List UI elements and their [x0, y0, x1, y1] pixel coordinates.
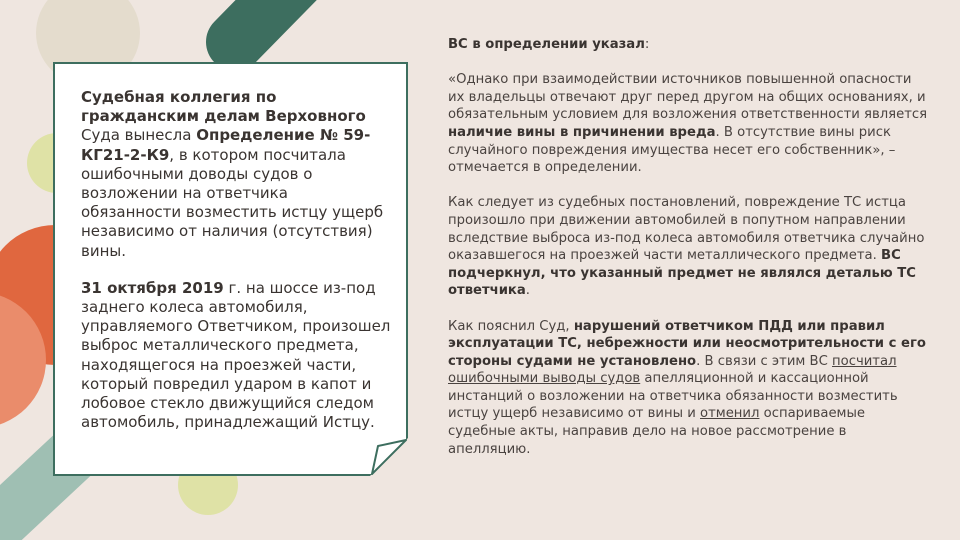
text-span: .	[525, 283, 530, 299]
circumstances-paragraph	[448, 194, 928, 300]
underlined-span: отменил	[700, 406, 760, 422]
quote-card	[53, 62, 408, 476]
bold-span: ВС подчеркнул, что указанный предмет не являлся деталью ТС ответчика	[448, 248, 916, 299]
card-text	[81, 88, 391, 450]
page-curl-icon	[370, 438, 408, 476]
collegium-text: Судебная коллегия по гражданским делам Верховного	[81, 88, 366, 126]
text-span: . В отсутствие вины риск случайного повреждения имущества несет его собственник», – отмечается в определении.	[448, 124, 896, 176]
text-span: Как следует из судебных постановлений, повреждение ТС истца произошло при движении автомобилей в попутном направлении вследствие выброса из-под колеса автомобиля ответчика случайно оказавшегося на проезжей части металлического предмета.	[448, 195, 925, 264]
bold-span: наличие вины в причинении вреда	[448, 124, 716, 140]
incident-date: 31 октября 2019	[81, 278, 224, 297]
green-stripe	[235, 0, 335, 42]
text-span: :	[644, 37, 650, 52]
text-span: . В связи с этим ВС	[696, 353, 832, 369]
bold-span: нарушений ответчиком ПДД или правил эксплуатации ТС, небрежности или неосмотрительности с его стороны судами не установлено	[448, 318, 926, 369]
card-paragraph-incident	[81, 279, 391, 433]
heading	[448, 36, 928, 54]
text-span: , в котором посчитала ошибочными доводы судов о возложении на ответчика обязанности возместить истцу ущерб независимо от наличия (отсутствия) вины.	[81, 145, 384, 260]
card-paragraph-decision	[81, 88, 391, 261]
text-span: апелляционной и кассационной инстанций о возложении на ответчика обязанности возместить истцу ущерб независимо от вины и	[448, 371, 898, 422]
explanation-paragraph	[448, 318, 928, 459]
text-span: г. на шоссе из-под заднего колеса автомобиля, управляемого Ответчиком, произошел выброс металлического предмета, находящегося на проезжей части, который повредил ударом в капот и лобовое стекло движущийся следом автомобиль, принадлежащий Истцу.	[81, 278, 391, 432]
text-span: оспариваемые судебные акты, направив дело на новое рассмотрение в апелляцию.	[448, 406, 866, 457]
underlined-span: посчитал ошибочными выводы судов	[448, 353, 897, 387]
text-span: Суда вынесла	[81, 126, 197, 145]
quote-paragraph	[448, 71, 928, 177]
heading-bold: ВС в определении указал	[448, 37, 645, 52]
decision-number: Определение № 59-КГ21-2-К9	[81, 126, 371, 164]
text-span: «Однако при взаимодействии источников повышенной опасности их владельцы отвечают друг перед другом на общих основаниях, и обязательным условием для возложения ответственности является	[448, 72, 928, 123]
text-span: Как пояснил Суд,	[448, 318, 574, 334]
right-text-block	[448, 36, 928, 476]
